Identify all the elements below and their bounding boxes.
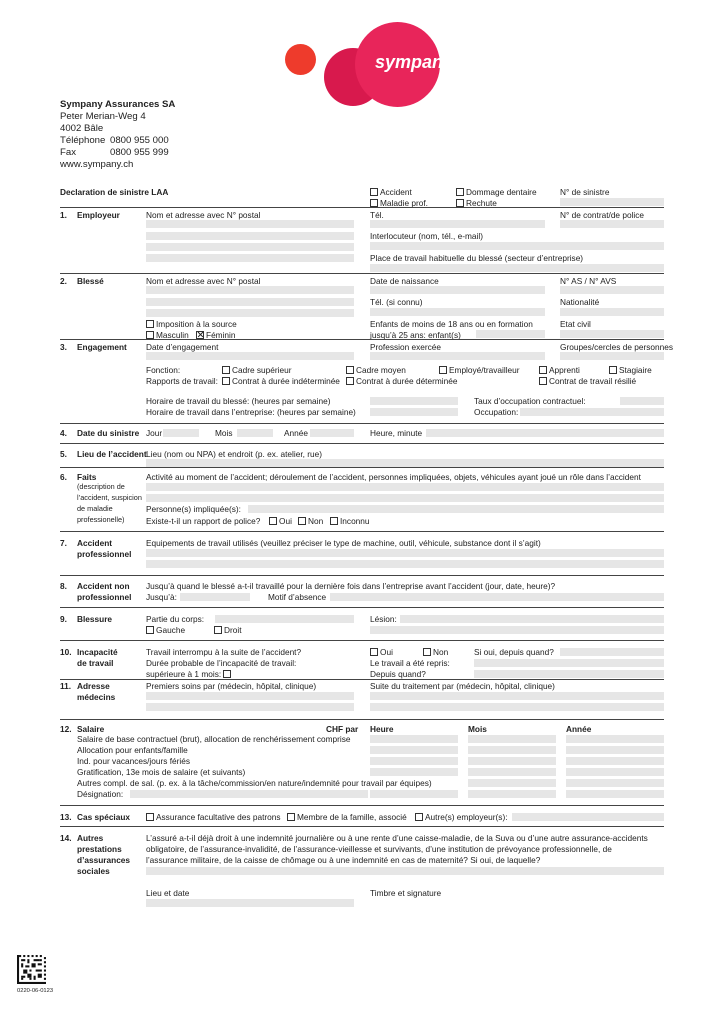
police-oui-checkbox[interactable] [269, 516, 292, 526]
checkbox[interactable] [439, 366, 447, 374]
contract-number-field[interactable] [560, 220, 664, 228]
divider [60, 805, 664, 806]
divider [60, 531, 664, 532]
checkbox[interactable] [269, 517, 277, 525]
label: Jour [146, 428, 163, 438]
absence-field[interactable] [330, 593, 664, 601]
checkbox[interactable] [370, 199, 378, 207]
section-title-prestations: prestations [77, 844, 122, 854]
section-title-blessure: Blessure [77, 614, 113, 624]
year-field[interactable] [310, 429, 354, 437]
follow-up-field[interactable] [370, 703, 664, 711]
section-title-accident-pro: professionnel [77, 549, 132, 559]
resumed-since-field[interactable] [474, 670, 664, 678]
section-title-medecins: médecins [77, 692, 116, 702]
divider [60, 443, 664, 444]
section-title-cas-speciaux: Cas spéciaux [77, 812, 131, 822]
salary-hour-field[interactable] [370, 757, 458, 765]
section-title-incapacite: de travail [77, 658, 114, 668]
type-accident[interactable] [370, 187, 412, 197]
apprenti-checkbox[interactable] [539, 365, 580, 375]
children-field[interactable] [476, 330, 545, 338]
column-header: Heure [370, 724, 394, 734]
salary-row-label: Désignation: [77, 789, 124, 799]
section-title-blesse: Blessé [77, 276, 104, 286]
company-name: Sympany Assurances SA [60, 99, 176, 110]
cadre-sup-checkbox[interactable] [222, 365, 292, 375]
label: Rapports de travail: [146, 376, 218, 386]
salary-month-field[interactable] [468, 779, 556, 787]
label: Nom et adresse avec N° postal [146, 210, 261, 220]
form-title: Declaration de sinistre LAA [60, 187, 169, 197]
label: Rechute [466, 198, 497, 208]
label: Place de travail habituelle du blessé (secteur d’entreprise) [370, 253, 584, 263]
lesion-field[interactable] [400, 615, 664, 623]
employer-address-field[interactable] [146, 232, 354, 240]
other-employers-field[interactable] [512, 813, 664, 821]
label: N° AS / N° AVS [560, 276, 617, 286]
salary-row-label: Autres compl. de sal. (p. ex. à la tâche/commission/en nature/indemnité pour travail par équipes) [77, 778, 432, 788]
checkbox[interactable] [456, 199, 464, 207]
label: Taux d’occupation contractuel: [474, 396, 586, 406]
checkbox[interactable] [370, 188, 378, 196]
company-city: 4002 Bâle [60, 123, 104, 134]
label: Apprenti [549, 365, 580, 375]
label: Jusqu’à: [146, 592, 177, 602]
checkbox[interactable] [146, 320, 154, 328]
hours-company-field[interactable] [370, 408, 458, 416]
salary-row-label: Ind. pour vacances/jours fériés [77, 756, 190, 766]
website: www.sympany.ch [60, 159, 134, 170]
label: Imposition à la source [156, 319, 237, 329]
label: Motif d’absence [268, 592, 327, 602]
salary-row-label: Gratification, 13e mois de salaire (et suivants) [77, 767, 246, 777]
section-number: 9. [60, 614, 67, 624]
section-title-accident-pro: Accident [77, 538, 113, 548]
label: Personne(s) impliquée(s): [146, 504, 241, 514]
section-title-medecins: Adresse [77, 681, 110, 691]
phone-label: Téléphone [60, 135, 106, 146]
label: Contrat à durée indéterminée [232, 376, 340, 386]
question-text: L’assuré a-t-il déjà droit à une indemnité journalière ou à une rente d’une caisse-maladie, de la Suva ou d’une autre assurance-accidents [146, 833, 648, 843]
label: Membre de la famille, associé [297, 812, 407, 822]
sinistre-number-field[interactable] [560, 198, 664, 206]
divider [60, 423, 664, 424]
designation-field[interactable] [130, 790, 368, 798]
salary-row-label: Salaire de base contractuel (brut), allocation de renchérissement comprise [77, 734, 351, 744]
divider [60, 719, 664, 720]
signature-label: Timbre et signature [370, 888, 442, 898]
checkbox[interactable] [146, 331, 154, 339]
checkbox[interactable] [456, 188, 464, 196]
label: Equipements de travail utilisés (veuillez préciser le type de machine, outil, véhicule, substance dont il s’agit) [146, 538, 541, 548]
equipment-field[interactable] [146, 560, 664, 568]
imposition-checkbox[interactable] [146, 319, 237, 329]
lesion-field[interactable] [370, 626, 664, 634]
label: Gauche [156, 625, 186, 635]
label: Suite du traitement par (médecin, hôpital, clinique) [370, 681, 555, 691]
salary-hour-field[interactable] [370, 746, 458, 754]
divider [60, 640, 664, 641]
section-number: 1. [60, 210, 67, 220]
section-subtitle: professionelle) [77, 515, 125, 524]
datamatrix-code [17, 955, 46, 984]
label: Employé/travailleur [449, 365, 520, 375]
location-field[interactable] [146, 459, 664, 467]
occupation-field[interactable] [520, 408, 664, 416]
label: Stagiaire [619, 365, 652, 375]
section-title-prestations: sociales [77, 866, 110, 876]
label: Non [308, 516, 324, 526]
checkbox-checked[interactable] [196, 331, 204, 339]
label: Accident [380, 187, 412, 197]
sinistre-number-label: N° de sinistre [560, 187, 610, 197]
label: Assurance facultative des patrons [156, 812, 281, 822]
section-title-date: Date du sinistre [77, 428, 140, 438]
indetermine-checkbox[interactable] [222, 376, 340, 386]
section-title-engagement: Engagement [77, 342, 127, 352]
salary-year-field[interactable] [566, 790, 664, 798]
checkbox[interactable] [222, 377, 230, 385]
salary-year-field[interactable] [566, 746, 664, 754]
occupation-rate-field[interactable] [620, 397, 664, 405]
section-number: 8. [60, 581, 67, 591]
famille-checkbox[interactable] [287, 812, 407, 822]
label: Année [284, 428, 308, 438]
section-number: 14. [60, 833, 72, 843]
section-title-faits: Faits [77, 472, 97, 482]
gauche-checkbox[interactable] [146, 625, 185, 635]
label: Travail interrompu à la suite de l’accident? [146, 647, 302, 657]
company-street: Peter Merian-Weg 4 [60, 111, 146, 122]
hours-injured-field[interactable] [370, 397, 458, 405]
section-title-non-pro: professionnel [77, 592, 132, 602]
divider [60, 207, 664, 208]
checkbox[interactable] [539, 366, 547, 374]
persons-field[interactable] [248, 505, 664, 513]
equipment-field[interactable] [146, 549, 664, 557]
label: Contrat à durée déterminée [356, 376, 458, 386]
label: Nom et adresse avec N° postal [146, 276, 261, 286]
section-number: 2. [60, 276, 67, 286]
checkbox[interactable] [146, 813, 154, 821]
birthdate-field[interactable] [370, 286, 545, 294]
section-number: 12. [60, 724, 72, 734]
label: Oui [279, 516, 292, 526]
determine-checkbox[interactable] [346, 376, 457, 386]
checkbox[interactable] [539, 377, 547, 385]
injured-address-field[interactable] [146, 298, 354, 306]
fax-number: 0800 955 999 [110, 147, 169, 158]
label: Tél. (si connu) [370, 297, 423, 307]
checkbox[interactable] [609, 366, 617, 374]
checkbox[interactable] [298, 517, 306, 525]
avs-field[interactable] [560, 286, 664, 294]
section-number: 13. [60, 812, 72, 822]
section-title-employeur: Employeur [77, 210, 120, 220]
first-aid-field[interactable] [146, 703, 354, 711]
section-title-non-pro: Accident non [77, 581, 130, 591]
checkbox[interactable] [223, 670, 231, 678]
label: Cadre supérieur [232, 365, 292, 375]
logo-circle-orange [285, 44, 316, 75]
label: Fonction: [146, 365, 181, 375]
label: Jusqu’à quand le blessé a-t-il travaillé pour la dernière fois dans l’entreprise avant l’accident (jour, date, heure)? [146, 581, 556, 591]
interrompu-non-checkbox[interactable] [423, 647, 448, 657]
body-part-field[interactable] [215, 615, 354, 623]
checkbox[interactable] [214, 626, 222, 634]
groups-field[interactable] [560, 352, 664, 360]
engagement-date-field[interactable] [146, 352, 354, 360]
section-subtitle: (description de [77, 482, 125, 491]
phone-number: 0800 955 000 [110, 135, 169, 146]
checkbox[interactable] [330, 517, 338, 525]
nationality-field[interactable] [560, 308, 664, 316]
facts-field[interactable] [146, 483, 664, 491]
section-subtitle: l’accident, suspicion [77, 493, 142, 502]
label: Premiers soins par (médecin, hôpital, clinique) [146, 681, 317, 691]
label: Depuis quand? [370, 669, 426, 679]
section-subtitle: de maladie [77, 504, 113, 513]
employer-address-field[interactable] [146, 243, 354, 251]
contact-field[interactable] [370, 242, 664, 250]
label: Horaire de travail du blessé: (heures par semaine) [146, 396, 331, 406]
label: Date de naissance [370, 276, 439, 286]
label: Oui [380, 647, 393, 657]
section-number: 4. [60, 428, 67, 438]
label: jusqu’à 25 ans: enfant(s) [370, 330, 461, 340]
stagiaire-checkbox[interactable] [609, 365, 652, 375]
checkbox[interactable] [287, 813, 295, 821]
label: Date d’engagement [146, 342, 219, 352]
section-number: 7. [60, 538, 67, 548]
label: Masculin [156, 330, 189, 340]
salary-year-field[interactable] [566, 735, 664, 743]
label: Droit [224, 625, 242, 635]
droit-checkbox[interactable] [214, 625, 242, 635]
label: Activité au moment de l’accident; déroulement de l’accident, personnes impliquées, objets, véhicules ayant joué un rôle dans l’accident [146, 472, 641, 482]
superieure-checkbox[interactable] [146, 669, 233, 679]
divider [60, 575, 664, 576]
section-title-incapacite: Incapacité [77, 647, 118, 657]
label: Inconnu [340, 516, 370, 526]
checkbox[interactable] [222, 366, 230, 374]
label: supérieure à 1 mois: [146, 669, 222, 679]
label: Profession exercée [370, 342, 442, 352]
section-number: 11. [60, 681, 72, 691]
month-field[interactable] [237, 429, 273, 437]
civil-status-field[interactable] [560, 330, 664, 338]
label: Partie du corps: [146, 614, 205, 624]
label: Cadre moyen [356, 365, 406, 375]
section-title-prestations: Autres [77, 833, 104, 843]
salary-month-field[interactable] [468, 735, 556, 743]
label: Le travail a été repris: [370, 658, 450, 668]
section-number: 3. [60, 342, 67, 352]
interrompu-oui-checkbox[interactable] [370, 647, 393, 657]
divider [60, 339, 664, 340]
label: Nationalité [560, 297, 600, 307]
section-number: 10. [60, 647, 72, 657]
salary-month-field[interactable] [468, 790, 556, 798]
question-text: obligatoire, de l’assurance-invalidité, de l’assurance-vieillesse et survivants, d’une institution de prévoyance professionnelle, de [146, 844, 612, 854]
time-field[interactable] [426, 429, 664, 437]
facts-field[interactable] [146, 494, 664, 502]
label: Heure, minute [370, 428, 423, 438]
employe-checkbox[interactable] [439, 365, 520, 375]
label: Lieu (nom ou NPA) et endroit (p. ex. atelier, rue) [146, 449, 323, 459]
divider [60, 826, 664, 827]
salary-year-field[interactable] [566, 779, 664, 787]
employer-address-field[interactable] [146, 254, 354, 262]
checkbox[interactable] [415, 813, 423, 821]
employer-tel-field[interactable] [370, 220, 545, 228]
salary-month-field[interactable] [468, 768, 556, 776]
police-non-checkbox[interactable] [298, 516, 323, 526]
label: Lésion: [370, 614, 397, 624]
label: Horaire de travail dans l’entreprise: (heures par semaine) [146, 407, 356, 417]
section-title-salaire: Salaire [77, 724, 105, 734]
column-header: CHF par [326, 724, 359, 734]
profession-field[interactable] [370, 352, 545, 360]
resumed-field[interactable] [474, 659, 664, 667]
label: Maladie prof. [380, 198, 428, 208]
label: Si oui, depuis quand? [474, 647, 554, 657]
place-date-label: Lieu et date [146, 888, 190, 898]
label: Autre(s) employeur(s): [425, 812, 508, 822]
checkbox[interactable] [370, 648, 378, 656]
checkbox[interactable] [346, 377, 354, 385]
label: Mois [215, 428, 233, 438]
salary-year-field[interactable] [566, 768, 664, 776]
autres-checkbox[interactable] [415, 812, 508, 822]
follow-up-field[interactable] [370, 692, 664, 700]
section-number: 6. [60, 472, 67, 482]
day-field[interactable] [163, 429, 199, 437]
salary-hour-field[interactable] [370, 735, 458, 743]
label: N° de contrat/de police [560, 210, 645, 220]
injured-address-field[interactable] [146, 309, 354, 317]
workplace-field[interactable] [370, 264, 664, 272]
other-benefits-field[interactable] [146, 867, 664, 875]
employer-address-field[interactable] [146, 220, 354, 228]
salary-row-label: Allocation pour enfants/famille [77, 745, 188, 755]
label: Occupation: [474, 407, 519, 417]
label: Groupes/cercles de personnes [560, 342, 673, 352]
place-date-field[interactable] [146, 899, 354, 907]
form-code: 0220-06-0123 [17, 988, 54, 994]
label: Durée probable de l’incapacité de travail: [146, 658, 297, 668]
label: Etat civil [560, 319, 591, 329]
fax-label: Fax [60, 147, 76, 158]
section-title-lieu: Lieu de l’accident [77, 449, 147, 459]
salary-hour-field[interactable] [370, 768, 458, 776]
divider [60, 607, 664, 608]
question-text: l’assurance militaire, de la caisse de chômage ou à une indemnité en cas de maternité? Si oui, de laquelle? [146, 855, 541, 865]
salary-year-field[interactable] [566, 757, 664, 765]
section-title-prestations: d’assurances [77, 855, 131, 865]
section-number: 5. [60, 449, 67, 459]
logo-text: sympany [375, 52, 454, 72]
injured-address-field[interactable] [146, 286, 354, 294]
divider [60, 679, 664, 680]
label: Existe-t-il un rapport de police? [146, 516, 261, 526]
since-field[interactable] [560, 648, 664, 656]
label: Féminin [206, 330, 236, 340]
salary-month-field[interactable] [468, 757, 556, 765]
label: Interlocuteur (nom, tél., e-mail) [370, 231, 483, 241]
first-aid-field[interactable] [146, 692, 354, 700]
until-field[interactable] [180, 593, 250, 601]
injured-tel-field[interactable] [370, 308, 545, 316]
label: Enfants de moins de 18 ans ou en formation [370, 319, 533, 329]
salary-hour-field[interactable] [370, 790, 458, 798]
label: Dommage dentaire [466, 187, 537, 197]
checkbox[interactable] [423, 648, 431, 656]
divider [60, 467, 664, 468]
checkbox[interactable] [346, 366, 354, 374]
type-dental[interactable] [456, 187, 537, 197]
column-header: Année [566, 724, 592, 734]
column-header: Mois [468, 724, 487, 734]
resilie-checkbox[interactable] [539, 376, 636, 386]
salary-month-field[interactable] [468, 746, 556, 754]
label: Non [433, 647, 449, 657]
checkbox[interactable] [146, 626, 154, 634]
police-inconnu-checkbox[interactable] [330, 516, 370, 526]
label: Contrat de travail résilié [549, 376, 637, 386]
cadre-moyen-checkbox[interactable] [346, 365, 406, 375]
divider [60, 273, 664, 274]
label: Tél. [370, 210, 384, 220]
patrons-checkbox[interactable] [146, 812, 281, 822]
